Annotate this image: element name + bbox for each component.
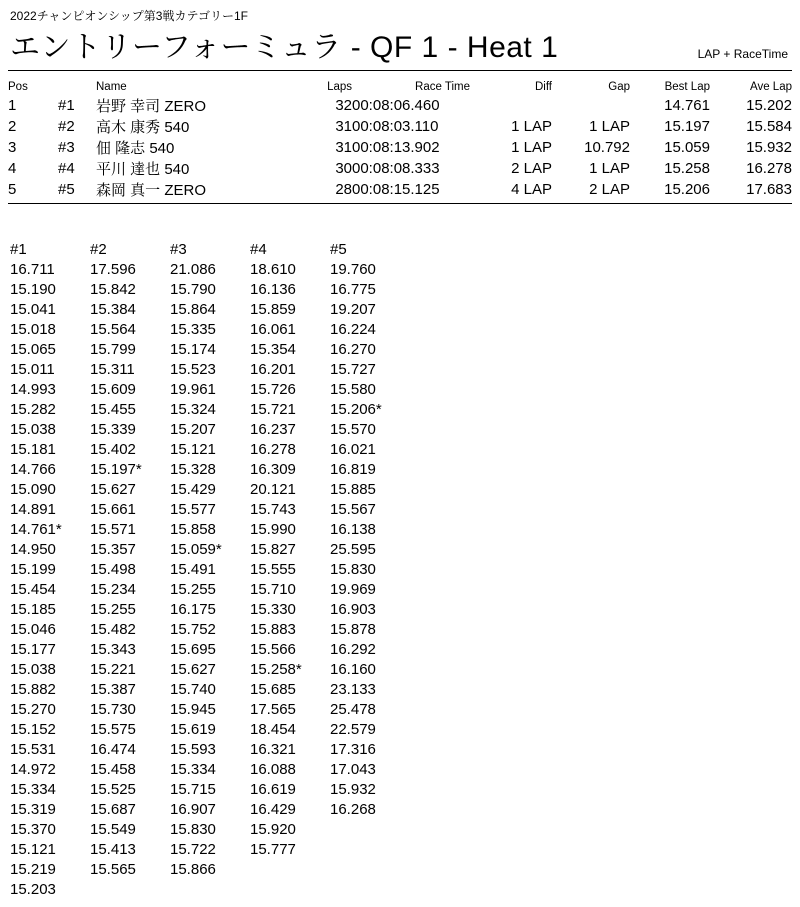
cell-laps: 30 [335,160,352,177]
lap-time: 15.041 [10,301,56,318]
timing-mode-label: LAP + RaceTime [697,47,788,61]
cell-ave-lap: 15.202 [746,97,792,114]
lap-time: 15.593 [170,741,216,758]
lap-time: 15.627 [170,661,216,678]
lap-time: 15.090 [10,481,56,498]
lap-time: 15.882 [10,681,56,698]
header-divider [8,70,792,71]
cell-number: #4 [58,160,75,177]
lap-time: 16.907 [170,801,216,818]
lap-time: 15.830 [170,821,216,838]
lap-time: 15.402 [90,441,136,458]
cell-race-time: 00:08:08.333 [352,160,440,177]
lap-time: 17.596 [90,261,136,278]
lap-time: 15.258* [250,661,302,678]
cell-laps: 28 [335,181,352,198]
lap-time: 16.903 [330,601,376,618]
lap-time: 15.567 [330,501,376,518]
lap-column-header: #4 [250,241,267,258]
cell-diff: 4 LAP [511,181,552,198]
cell-name: 佃 隆志 540 [96,140,175,157]
lap-time: 15.370 [10,821,56,838]
lap-time: 15.199 [10,561,56,578]
cell-gap [552,95,630,116]
results-table [8,79,792,200]
lap-time: 15.752 [170,621,216,638]
lap-time: 15.932 [330,781,376,798]
col-header-best-lap: Best Lap [664,81,710,93]
lap-time: 15.203 [10,881,56,898]
lap-time: 15.687 [90,801,136,818]
lap-time: 16.201 [250,361,296,378]
lap-time: 15.864 [170,301,216,318]
cell-best-lap: 14.761 [664,97,710,114]
lap-time: 15.721 [250,401,296,418]
lap-time: 15.878 [330,621,376,638]
lap-time: 15.827 [250,541,296,558]
lap-time: 15.335 [170,321,216,338]
cell-name: 森岡 真一 ZERO [96,182,207,199]
lap-time: 15.354 [250,341,296,358]
cell-gap: 2 LAP [589,181,630,198]
lap-time: 15.324 [170,401,216,418]
col-header-name: Name [96,81,127,93]
lap-time: 15.454 [10,581,56,598]
results-divider [8,203,792,204]
lap-time: 15.842 [90,281,136,298]
lap-time: 21.086 [170,261,216,278]
lap-time: 15.883 [250,621,296,638]
lap-time: 15.859 [250,301,296,318]
lap-time: 16.278 [250,441,296,458]
lap-time: 17.316 [330,741,376,758]
lap-time: 15.575 [90,721,136,738]
col-header-diff: Diff [534,81,552,93]
lap-time: 19.961 [170,381,216,398]
lap-time: 15.219 [10,861,56,878]
lap-time: 15.740 [170,681,216,698]
lap-times-grid [10,240,410,900]
cell-number: #1 [58,97,75,114]
lap-column-header: #3 [170,241,187,258]
lap-time: 15.566 [250,641,296,658]
lap-time: 15.207 [170,421,216,438]
cell-laps: 31 [335,139,352,156]
lap-time: 16.061 [250,321,296,338]
lap-time: 15.206* [330,401,382,418]
lap-time: 16.136 [250,281,296,298]
table-row [8,158,792,179]
lap-time: 15.866 [170,861,216,878]
lap-column-header: #2 [90,241,107,258]
lap-time: 16.224 [330,321,376,338]
lap-time: 15.221 [90,661,136,678]
cell-pos: 3 [8,139,17,156]
cell-ave-lap: 15.932 [746,139,792,156]
col-header-race-time: Race Time [415,81,470,93]
lap-time: 16.268 [330,801,376,818]
lap-time: 15.695 [170,641,216,658]
col-header-gap: Gap [608,81,630,93]
lap-time: 15.357 [90,541,136,558]
cell-ave-lap: 16.278 [746,160,792,177]
cell-pos: 2 [8,118,17,135]
table-row [8,137,792,158]
lap-time: 15.334 [10,781,56,798]
lap-time: 18.610 [250,261,296,278]
lap-time: 15.197* [90,461,142,478]
lap-time: 19.760 [330,261,376,278]
cell-ave-lap: 17.683 [746,181,792,198]
lap-time: 15.619 [170,721,216,738]
lap-time: 14.891 [10,501,56,518]
lap-time: 15.384 [90,301,136,318]
lap-column [330,240,410,900]
lap-time: 19.969 [330,581,376,598]
lap-time: 15.661 [90,501,136,518]
cell-gap: 1 LAP [589,118,630,135]
lap-time: 15.858 [170,521,216,538]
lap-time: 15.525 [90,781,136,798]
lap-time: 15.121 [170,441,216,458]
lap-time: 15.920 [250,821,296,838]
lap-time: 15.523 [170,361,216,378]
lap-time: 15.334 [170,761,216,778]
lap-time: 17.565 [250,701,296,718]
cell-diff [470,95,552,116]
lap-time: 15.319 [10,801,56,818]
lap-time: 15.743 [250,501,296,518]
lap-time: 15.343 [90,641,136,658]
lap-time: 15.580 [330,381,376,398]
lap-time: 15.571 [90,521,136,538]
lap-time: 25.595 [330,541,376,558]
lap-time: 15.270 [10,701,56,718]
lap-time: 16.237 [250,421,296,438]
lap-time: 15.255 [170,581,216,598]
lap-time: 15.059* [170,541,222,558]
lap-time: 15.065 [10,341,56,358]
lap-time: 15.282 [10,401,56,418]
lap-time: 16.474 [90,741,136,758]
cell-race-time: 00:08:15.125 [352,181,440,198]
cell-best-lap: 15.197 [664,118,710,135]
lap-time: 15.255 [90,601,136,618]
lap-time: 20.121 [250,481,296,498]
lap-time: 22.579 [330,721,376,738]
table-row [8,95,792,116]
col-header-number [58,79,96,95]
lap-time: 15.413 [90,841,136,858]
lap-time: 15.455 [90,401,136,418]
lap-time: 15.152 [10,721,56,738]
lap-column [10,240,90,900]
lap-time: 16.160 [330,661,376,678]
cell-gap: 1 LAP [589,160,630,177]
cell-pos: 5 [8,181,17,198]
lap-time: 16.321 [250,741,296,758]
lap-time: 16.021 [330,441,376,458]
lap-time: 15.177 [10,641,56,658]
lap-time: 15.685 [250,681,296,698]
lap-time: 15.945 [170,701,216,718]
cell-number: #2 [58,118,75,135]
lap-time: 15.531 [10,741,56,758]
event-subtitle: 2022チャンピオンシップ第3戦カテゴリー1F [10,9,248,23]
lap-column [90,240,170,900]
lap-time: 15.570 [330,421,376,438]
cell-diff: 2 LAP [511,160,552,177]
lap-time: 16.775 [330,281,376,298]
lap-time: 16.270 [330,341,376,358]
cell-best-lap: 15.258 [664,160,710,177]
lap-time: 15.565 [90,861,136,878]
cell-name: 平川 達也 540 [96,161,190,178]
lap-time: 15.990 [250,521,296,538]
lap-time: 15.311 [90,361,135,378]
lap-time: 19.207 [330,301,376,318]
lap-time: 25.478 [330,701,376,718]
col-header-laps: Laps [327,81,352,93]
cell-ave-lap: 15.584 [746,118,792,135]
cell-laps: 31 [335,118,352,135]
cell-pos: 4 [8,160,17,177]
cell-laps: 32 [335,97,352,114]
lap-time: 14.993 [10,381,56,398]
lap-time: 14.972 [10,761,56,778]
cell-number: #3 [58,139,75,156]
lap-time: 15.018 [10,321,56,338]
lap-time: 15.577 [170,501,216,518]
lap-time: 15.038 [10,421,56,438]
lap-time: 16.619 [250,781,296,798]
results-header-row [8,79,792,95]
cell-pos: 1 [8,97,17,114]
cell-diff: 1 LAP [511,139,552,156]
cell-name: 岩野 幸司 ZERO [96,98,207,115]
lap-time: 15.330 [250,601,296,618]
lap-time: 15.627 [90,481,136,498]
lap-time: 15.121 [10,841,56,858]
lap-time: 15.715 [170,781,216,798]
lap-time: 15.234 [90,581,136,598]
lap-time: 15.777 [250,841,296,858]
lap-time: 15.185 [10,601,56,618]
lap-time: 15.011 [10,361,55,378]
lap-time: 15.555 [250,561,296,578]
lap-time: 23.133 [330,681,376,698]
cell-race-time: 00:08:03.110 [352,118,439,135]
cell-number: #5 [58,181,75,198]
lap-time: 18.454 [250,721,296,738]
lap-time: 14.766 [10,461,56,478]
lap-time: 15.328 [170,461,216,478]
lap-time: 15.190 [10,281,56,298]
lap-time: 15.429 [170,481,216,498]
lap-time: 15.799 [90,341,136,358]
lap-time: 14.761* [10,521,62,538]
lap-time: 15.564 [90,321,136,338]
col-header-ave-lap: Ave Lap [750,81,792,93]
lap-time: 14.950 [10,541,56,558]
lap-time: 16.819 [330,461,376,478]
cell-race-time: 00:08:13.902 [352,139,440,156]
lap-time: 15.710 [250,581,296,598]
lap-time: 16.088 [250,761,296,778]
cell-gap: 10.792 [584,139,630,156]
lap-time: 15.046 [10,621,56,638]
lap-time: 15.885 [330,481,376,498]
lap-column-header: #1 [10,241,27,258]
cell-best-lap: 15.206 [664,181,710,198]
lap-column-header: #5 [330,241,347,258]
lap-column [170,240,250,900]
lap-time: 15.549 [90,821,136,838]
lap-time: 15.722 [170,841,216,858]
lap-time: 15.458 [90,761,136,778]
lap-time: 16.175 [170,601,216,618]
lap-time: 15.730 [90,701,136,718]
lap-time: 16.309 [250,461,296,478]
lap-time: 15.727 [330,361,376,378]
lap-time: 15.174 [170,341,216,358]
lap-time: 15.830 [330,561,376,578]
lap-time: 15.482 [90,621,136,638]
lap-time: 16.138 [330,521,376,538]
cell-diff: 1 LAP [511,118,552,135]
col-header-pos: Pos [8,81,28,93]
lap-time: 17.043 [330,761,376,778]
lap-time: 15.491 [170,561,216,578]
lap-time: 15.498 [90,561,136,578]
cell-best-lap: 15.059 [664,139,710,156]
lap-time: 15.038 [10,661,56,678]
cell-race-time: 00:08:06.460 [352,97,440,114]
cell-name: 高木 康秀 540 [96,119,190,136]
lap-time: 16.292 [330,641,376,658]
page-title: エントリーフォーミュラ - QF 1 - Heat 1 [10,31,559,64]
table-row [8,116,792,137]
lap-time: 15.790 [170,281,216,298]
lap-time: 16.429 [250,801,296,818]
lap-time: 15.609 [90,381,136,398]
lap-time: 15.387 [90,681,136,698]
table-row [8,179,792,200]
lap-time: 15.339 [90,421,136,438]
lap-time: 15.181 [10,441,56,458]
lap-column [250,240,330,900]
lap-time: 15.726 [250,381,296,398]
lap-time: 16.711 [10,261,55,278]
